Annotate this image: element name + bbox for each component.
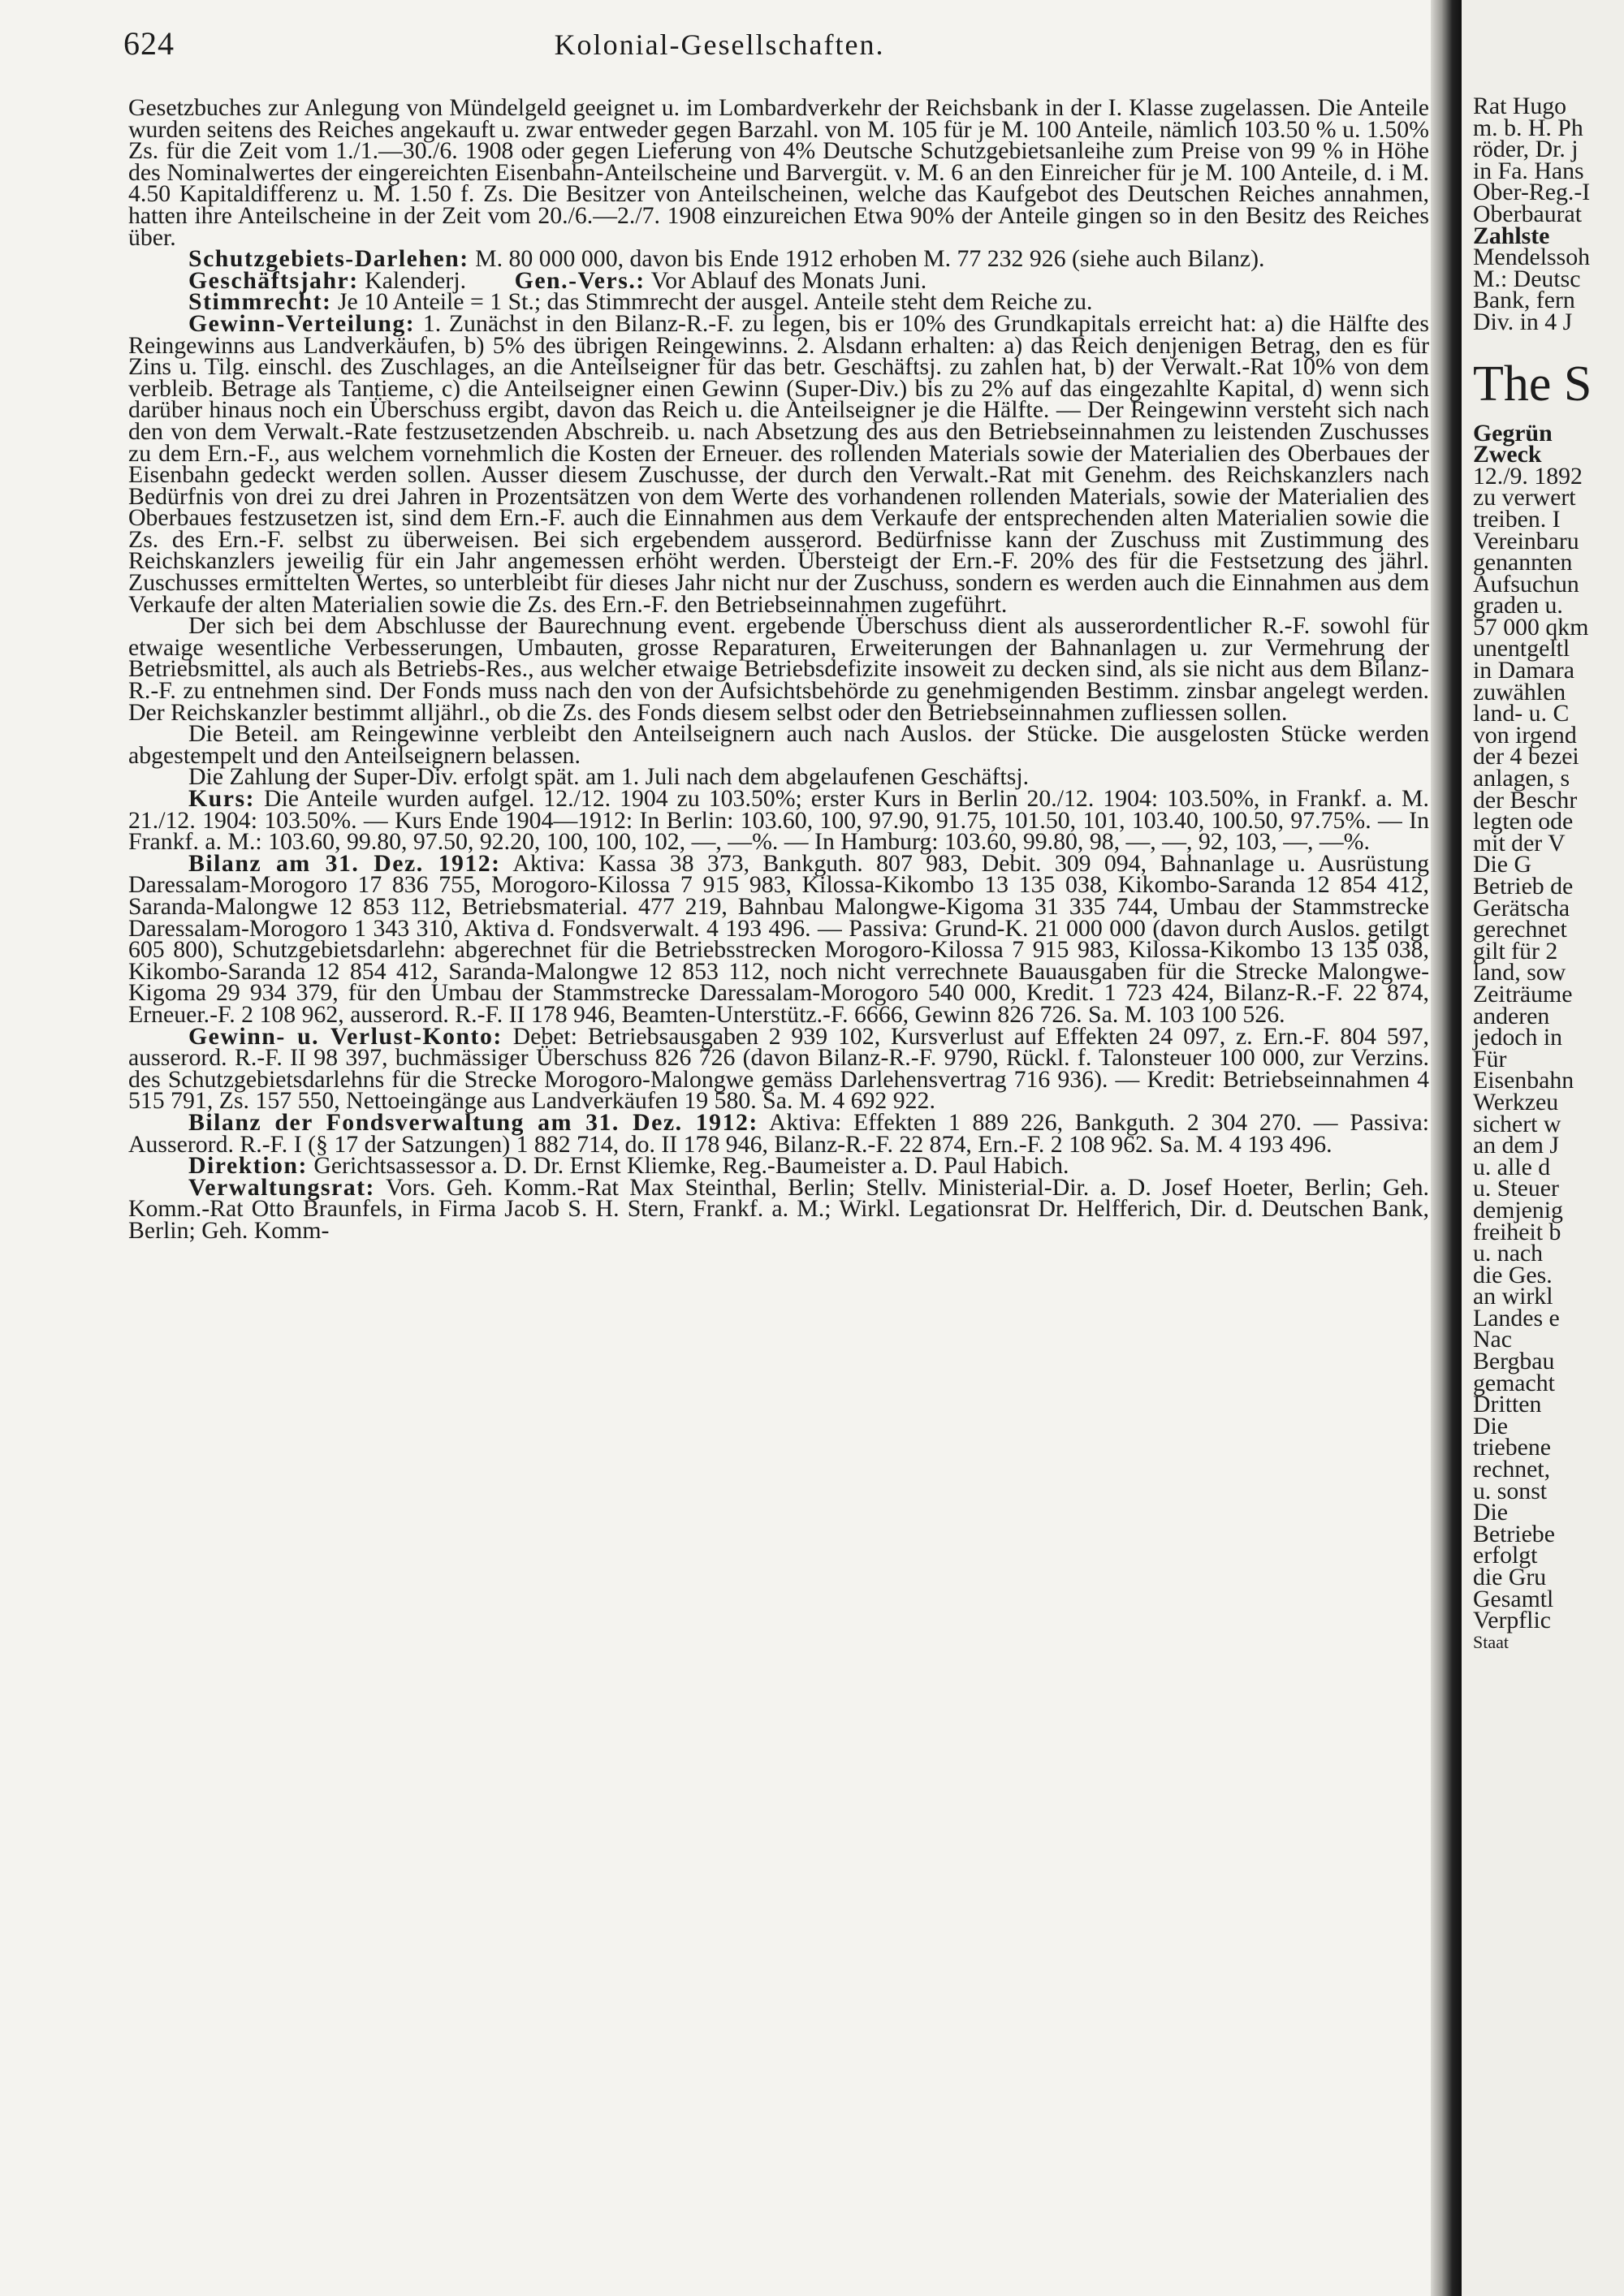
facing-line: von irgend (1473, 721, 1577, 749)
facing-line: Oberbaurat (1473, 200, 1583, 227)
facing-line: The S (1473, 356, 1592, 412)
facing-line: Die (1473, 1499, 1509, 1526)
facing-line: M.: Deutsc (1473, 265, 1581, 292)
facing-line: Dritten (1473, 1391, 1542, 1418)
facing-line: Betrieb de (1473, 873, 1574, 900)
facing-line: 57 000 qkm (1473, 613, 1589, 641)
facing-line: die Ges. (1473, 1261, 1553, 1288)
paragraph (128, 1108, 1429, 1158)
paragraph (128, 309, 1429, 618)
facing-line: die Gru (1473, 1564, 1547, 1590)
facing-line: gemacht (1473, 1369, 1555, 1396)
facing-line: treiben. I (1473, 505, 1561, 533)
section-text: 1. Zunächst in den Bilanz-R.-F. zu legen, bis er 10% des Grundkapitals erreicht hat: a) die Hälfte des Reingewinns aus Landverkäufen, b) 5% des übrigen Reingewinns. 2. Alsdann erhalten: a) das Reich denjenigen Betrag, den es für Zins u. Tilg. einschl. des Zuschlages, an die Anteilseigner für das betr. Geschäftsj. zu zahlen hat, b) der Verwalt.-Rat 10% von dem verbleib. Betrage als Tantieme, c) die Anteilseigner einen Gewinn (Super-Div.) bis zu 2% auf das eingezahlte Kapital, d) wenn sich darüber hinaus noch ein Überschuss ergibt, davon das Reich u. die Anteilseigner je die Hälfte. — Der Reingewinn versteht sich nach den von dem Verwalt.-Rate festzusetzenden Abschreib. u. nach Absetzung des aus den Betriebseinnahmen zu leistenden Zuschusses zu dem Ern.-F., aus welchem vornehmlich die Kosten der Erneuer. des rollenden Materials sowie der Materialien des Oberbaues der Eisenbahn gedeckt werden sollen. Ausser diesem Zuschusse, der durch den Verwalt.-Rat mit Genehm. des Reichskanzlers nach Bedürfnis von drei zu drei Jahren in Prozentsätzen von dem Werte des vorhandenen rollenden Materials, sowie der Materialien des Oberbaues festzusetzen ist, sind dem Ern.-F. auch die Einnahmen aus dem Verkaufe der entsprechenden alten Materialien sowie die Zs. des Ern.-F. selbst zu überweisen. Bei sich ergebendem ausserord. Bedürfnisse kann der Zuschuss mit Zustimmung des Reichskanzlers jeweilig für ein Jahr angemessen erhöht werden. Übersteigt der Ern.-F. 20% des für die Festsetzung des jährl. Zuschusses ermittelten Wertes, so unterbleibt für dieses Jahr nicht nur der Zuschuss, sondern es werden auch die Einnahmen aus dem Verkaufe der alten Materialien sowie die Zs. des Ern.-F. den Betriebseinnahmen zugeführt. (128, 309, 1429, 618)
facing-line: gilt für 2 (1473, 937, 1558, 965)
facing-line: Werkzeu (1473, 1088, 1559, 1116)
facing-line: land- u. C (1473, 700, 1570, 727)
facing-line: Gerätscha (1473, 894, 1570, 921)
paragraph (128, 849, 1429, 1028)
facing-line: Mendelssoh (1473, 244, 1591, 271)
section-label: Direktion: (188, 1152, 308, 1180)
section-text: Vor Ablauf des Monats Juni. (650, 266, 927, 294)
facing-line: erfolgt (1473, 1542, 1538, 1569)
section-label: Gewinn-Verteilung: (188, 309, 416, 337)
facing-line: Die (1473, 1412, 1509, 1439)
body-text (128, 94, 1430, 1244)
facing-line: jedoch in (1473, 1024, 1563, 1051)
facing-line: rechnet, (1473, 1456, 1551, 1483)
facing-line: Div. in 4 J (1473, 308, 1573, 335)
facing-line: Für (1473, 1045, 1507, 1072)
facing-line: Bank, fern (1473, 287, 1575, 314)
running-head: Kolonial-Gesellschaften. (554, 28, 885, 61)
facing-line: demjenig (1473, 1196, 1563, 1224)
facing-line: freiheit b (1473, 1218, 1561, 1245)
section-text: Die Anteile wurden aufgel. 12./12. 1904 zu 103.50%; erster Kurs in Berlin 20./12. 1904: 103.50%, in Frankf. a. M. 21./12. 1904: 103.50%. — Kurs Ende 1904—1912: In Berlin: 103.60, 100, 97.90, 91.75, 101.50, 101, 103.40, 100.50, 97.75%. — In Frankf. a. M.: 103.60, 99.80, 97.50, 92.20, 100, 100, 102, —, —%. — In Hamburg: 103.60, 99.80, 98, —, —, 92, 103, —, —%. (128, 785, 1429, 856)
facing-line: Zweck (1473, 441, 1542, 468)
facing-line: Ober-Reg.-I (1473, 179, 1591, 206)
section-label: Gen.-Vers.: (514, 266, 646, 294)
section-text: Aktiva: Effekten 1 889 226, Bankguth. 2 304 270. — Passiva: Ausserord. R.-F. I (§ 17 der Satzungen) 1 882 714, do. II 178 946, Bilanz-R.-F. 22 874, Ern.-F. 2 108 962. Sa. M. 4 193 496. (128, 1108, 1429, 1158)
section-text: Vors. Geh. Komm.-Rat Max Steinthal, Berlin; Stellv. Ministerial-Dir. a. D. Josef Hoeter, Berlin; Geh. Komm.-Rat Otto Braunfels, in Firma Jacob S. H. Stern, Frankf. a. M.; Wirkl. Legationsrat Dr. Helfferich, Dir. d. Deutschen Bank, Berlin; Geh. Komm- (128, 1173, 1429, 1244)
section-text: M. 80 000 000, davon bis Ende 1912 erhoben M. 77 232 926 (siehe auch Bilanz). (475, 245, 1265, 273)
facing-line: in Fa. Hans (1473, 157, 1584, 184)
facing-line: an wirkl (1473, 1283, 1553, 1310)
facing-line: genannten (1473, 549, 1573, 576)
paragraph (128, 94, 1429, 251)
book-gutter (1431, 0, 1462, 2296)
facing-line: sichert w (1473, 1110, 1561, 1137)
paragraph (128, 612, 1429, 726)
facing-line: zuwählen (1473, 678, 1566, 706)
facing-line: der 4 bezei (1473, 743, 1579, 770)
facing-page-lines (1473, 93, 1624, 1653)
facing-line: 12./9. 1892 (1473, 462, 1583, 490)
section-label: Stimmrecht: (188, 288, 332, 316)
facing-line: an dem J (1473, 1132, 1559, 1159)
facing-line: unentgeltl (1473, 635, 1570, 662)
facing-line: u. nach (1473, 1240, 1544, 1267)
section-text: Debet: Betriebsausgaben 2 939 102, Kursverlust auf Effekten 24 097, z. Ern.-F. 804 597, ausserord. R.-F. II 98 397, buchmässiger Überschuss 826 726 (davon Bilanz-R.-F. 9790, Rückl. f. Talonsteuer 100 000, zur Verzins. des Schutzgebietsdarlehns für die Strecke Morogoro-Malongwe gemäss Darlehensvertrag 716 936). — Kredit: Betriebseinnahmen 4 515 791, Zs. 157 550, Nettoeingänge aus Landverkäufen 19 580. Sa. M. 4 692 922. (128, 1022, 1430, 1115)
page-number: 624 (123, 25, 175, 62)
facing-line: mit der V (1473, 829, 1566, 857)
facing-line: Betriebe (1473, 1520, 1555, 1547)
facing-line: Aufsuchun (1473, 570, 1579, 598)
facing-page-fragment (1462, 0, 1624, 2296)
section-text: Der sich bei dem Abschlusse der Baurechnung event. ergebende Überschuss dient als ausserordentlicher R.-F. sowohl für etwaige wesentliche Verbesserungen, Umbauten, grosse Reparaturen, Erweiterungen der Bahnanlagen u. zur Vermehrung der Betriebsmittel, als auch als Betriebs-Res., aus welcher etwaige Betriebsdefizite insoweit zu decken sind, als sie nicht aus dem Bilanz-R.-F. zu entnehmen sind. Der Fonds muss nach den von der Aufsichtsbehörde zu genehmigenden Bestimm. zinsbar angelegt werden. Der Reichskanzler bestimmt alljährl., ob die Zs. des Fonds diesem selbst oder den Betriebseinnahmen zufliessen sollen. (128, 612, 1429, 726)
facing-line: u. Steuer (1473, 1175, 1559, 1202)
section-label: Schutzgebiets-Darlehen: (188, 245, 469, 273)
section-label: Gewinn- u. Verlust-Konto: (188, 1022, 503, 1050)
facing-line: Nac (1473, 1326, 1512, 1353)
facing-line: Staat (1473, 1631, 1509, 1652)
facing-line: triebene (1473, 1434, 1551, 1461)
section-label: Verwaltungsrat: (188, 1173, 375, 1201)
facing-line: legten ode (1473, 808, 1574, 835)
facing-line: der Beschr (1473, 786, 1578, 814)
paragraph (128, 785, 1429, 856)
section-label: Bilanz am 31. Dez. 1912: (188, 849, 501, 877)
section-text: Gerichtsassessor a. D. Dr. Ernst Kliemke, Reg.-Baumeister a. D. Paul Habich. (313, 1152, 1069, 1180)
facing-line: Vereinbaru (1473, 527, 1579, 555)
section-text: Gesetzbuches zur Anlegung von Mündelgeld geeignet u. im Lombardverkehr der Reichsbank in der I. Klasse zugelassen. Die Anteile wurden seitens des Reiches angekauft u. zwar entweder gegen Barzahl. von M. 105 für je M. 100 Anteile, nämlich 103.50 % u. 1.50% Zs. für die Zeit vom 1./1.—30./6. 1908 oder gegen Lieferung von 4% Deutsche Schutzgebietsanleihe zum Preise von 99 % in Höhe des Nominalwertes der eingereichten Eisenbahn-Anteilscheine und Barvergüt. v. M. 6 an den Einreicher für je M. 100 Anteile, d. i M. 4.50 Kapitaldifferenz u. M. 1.50 f. Zs. Die Besitzer von Anteilscheinen, welche das Kaufgebot des Deutschen Reiches annahmen, hatten ihre Anteilscheine in der Zeit vom 20./6.—2./7. 1908 einzureichen Etwa 90% der Anteile gingen so in den Besitz des Reiches über. (128, 94, 1429, 251)
section-label: Kurs: (188, 785, 255, 812)
facing-line: Eisenbahn (1473, 1067, 1574, 1094)
facing-line: Verpflic (1473, 1607, 1551, 1634)
facing-line: röder, Dr. j (1473, 136, 1579, 163)
facing-line: Zahlste (1473, 222, 1550, 249)
paragraph (128, 1173, 1429, 1244)
facing-line: Die G (1473, 851, 1531, 878)
facing-line: Rat Hugo (1473, 93, 1567, 119)
facing-line: Bergbau (1473, 1348, 1555, 1375)
facing-line: m. b. H. Ph (1473, 114, 1583, 141)
paragraph (128, 720, 1429, 769)
facing-line: Gesamtl (1473, 1585, 1554, 1612)
paragraph (128, 1022, 1430, 1115)
facing-line: Zeiträume (1473, 980, 1573, 1008)
facing-line: u. sonst (1473, 1477, 1548, 1504)
section-text: Je 10 Anteile = 1 St.; das Stimmrecht der ausgel. Anteile steht dem Reiche zu. (337, 288, 1093, 316)
facing-line: Landes e (1473, 1304, 1560, 1331)
facing-line: gerechnet (1473, 916, 1567, 943)
facing-line: land, sow (1473, 959, 1566, 986)
facing-line: Gegrün (1473, 419, 1553, 447)
facing-line: anderen (1473, 1002, 1550, 1029)
facing-line: u. alle d (1473, 1153, 1551, 1180)
section-label: Bilanz der Fondsverwaltung am 31. Dez. 1912: (188, 1108, 758, 1136)
section-text: Aktiva: Kassa 38 373, Bankguth. 807 983, Debit. 309 094, Bahnanlage u. Ausrüstung Daressalam-Morogoro 17 836 755, Morogoro-Kilossa 7 915 983, Kilossa-Kikombo 13 135 038, Kikombo-Saranda 12 854 412, Saranda-Malongwe 12 853 112, Betriebsmaterial. 477 219, Bahnbau Malongwe-Kigoma 31 335 744, Umbau der Stammstrecke Daressalam-Morogoro 1 343 310, Aktiva d. Fondsverwalt. 4 193 496. — Passiva: Grund-K. 21 000 000 (davon durch Auslos. getilgt 605 800), Schutzgebietsdarlehn: abgerechnet für die Betriebsstrecken Morogoro-Kilossa 7 915 983, Kilossa-Kikombo 13 135 038, Kikombo-Saranda 12 854 412, Saranda-Malongwe 12 853 112, noch nicht verrechnete Bauausgaben für die Strecke Malongwe-Kigoma 29 934 379, für den Umbau der Stammstrecke Daressalam-Morogoro 540 000, Kredit. 1 723 424, Bilanz-R.-F. 22 874, Erneuer.-F. 2 108 962, ausserord. R.-F. II 178 946, Beamten-Unterstütz.-F. 6666, Gewinn 826 726. Sa. M. 103 100 526. (128, 849, 1429, 1028)
facing-line: zu verwert (1473, 484, 1576, 511)
facing-line: graden u. (1473, 592, 1563, 619)
section-text: Die Zahlung der Super-Div. erfolgt spät. am 1. Juli nach dem abgelaufenen Geschäftsj. (188, 763, 1030, 791)
section-text: Die Beteil. am Reingewinne verbleibt den Anteilseignern auch nach Auslos. der Stücke. Die ausgelosten Stücke werden abgestempelt und den Anteilseignern belassen. (128, 720, 1429, 769)
section-text: Kalenderj. (365, 266, 467, 294)
facing-line: in Damara (1473, 657, 1574, 684)
facing-line: anlagen, s (1473, 765, 1570, 792)
section-label: Geschäftsjahr: (188, 266, 359, 294)
